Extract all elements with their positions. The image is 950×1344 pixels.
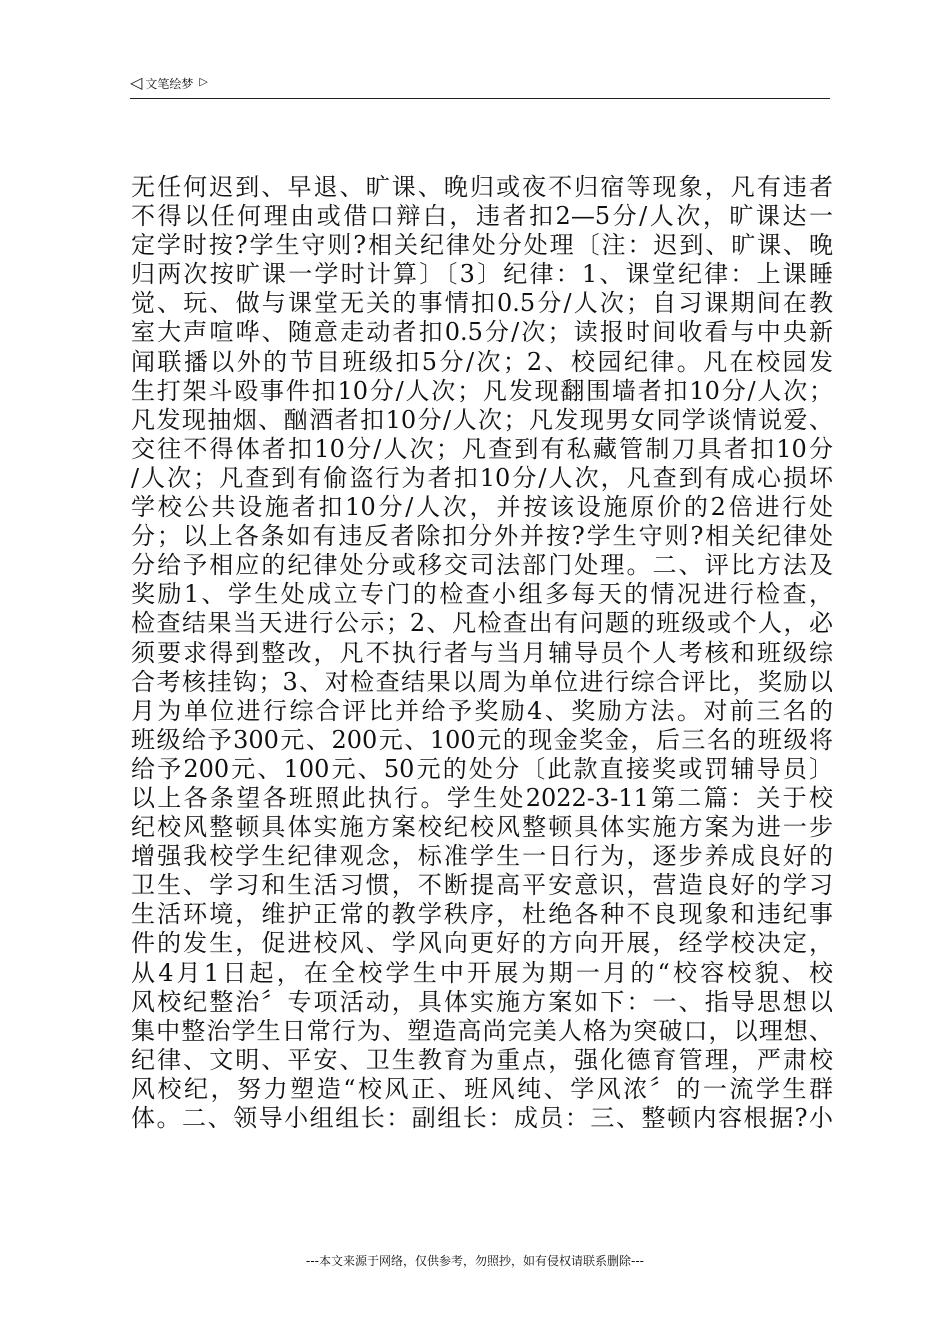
body-text-line: 集中整治学生日常行为、塑造高尚完美人格为突破口，以理想、: [131, 1016, 833, 1045]
body-text-line: 从4月1日起，在全校学生中开展为期一月的“校容校貌、校: [131, 958, 833, 987]
body-text-line: 生活环境，维护正常的教学秩序，杜绝各种不良现象和违纪事: [131, 900, 833, 929]
body-text-line: 风校纪整治〞专项活动，具体实施方案如下：一、指导思想以: [131, 987, 833, 1016]
body-text-line: /人次；凡查到有偷盗行为者扣10分/人次，凡查到有成心损坏: [131, 463, 833, 492]
body-text-line: 月为单位进行综合评比并给予奖励4、奖励方法。对前三名的: [131, 696, 833, 725]
body-text-line: 觉、玩、做与课堂无关的事情扣0.5分/人次；自习课期间在教: [131, 289, 833, 318]
body-text-line: 风校纪，努力塑造“校风正、班风纯、学风浓〞的一流学生群: [131, 1074, 833, 1103]
body-text-line: 体。二、领导小组组长：副组长：成员：三、整顿内容根据?小: [131, 1104, 833, 1132]
body-text-line: 凡发现抽烟、酗酒者扣10分/人次；凡发现男女同学谈情说爱、: [131, 405, 833, 434]
body-text-line: 奖励1、学生处成立专门的检查小组多每天的情况进行检查，: [131, 580, 833, 609]
body-text-line: 件的发生，促进校风、学风向更好的方向开展，经学校决定，: [131, 929, 833, 958]
body-text-line: 闻联播以外的节目班级扣5分/次；2、校园纪律。凡在校园发: [131, 347, 833, 376]
triangle-right-icon: ▷: [199, 75, 208, 88]
body-text-line: 交往不得体者扣10分/人次；凡查到有私藏管制刀具者扣10分: [131, 434, 833, 463]
body-text-line: 纪律、文明、平安、卫生教育为重点，强化德育管理，严肃校: [131, 1045, 833, 1074]
triangle-left-icon: ◁: [130, 73, 143, 92]
body-text-line: 须要求得到整改，凡不执行者与当月辅导员个人考核和班级综: [131, 638, 833, 667]
body-text-line: 生打架斗殴事件扣10分/人次；凡发现翻围墙者扣10分/人次；: [131, 376, 833, 405]
body-text-line: 不得以任何理由或借口辩白，违者扣2—5分/人次，旷课达一: [131, 202, 833, 231]
document-body: [131, 173, 833, 1133]
body-text-line: 学校公共设施者扣10分/人次，并按该设施原价的2倍进行处: [131, 493, 833, 522]
body-text-line: 增强我校学生纪律观念，标准学生一日行为，逐步养成良好的: [131, 842, 833, 871]
body-text-line: 分给予相应的纪律处分或移交司法部门处理。二、评比方法及: [131, 551, 833, 580]
body-text-line: 纪校风整顿具体实施方案校纪校风整顿具体实施方案为进一步: [131, 813, 833, 842]
body-text-line: 检查结果当天进行公示；2、凡检查出有问题的班级或个人，必: [131, 609, 833, 638]
body-text-line: 以上各条望各班照此执行。学生处2022-3-11第二篇：关于校: [131, 783, 833, 812]
body-text-line: 定学时按?学生守则?相关纪律处分处理〔注：迟到、旷课、晚: [131, 231, 833, 260]
body-text-line: 无任何迟到、早退、旷课、晚归或夜不归宿等现象，凡有违者: [131, 173, 833, 201]
body-text-line: 合考核挂钩；3、对检查结果以周为单位进行综合评比，奖励以: [131, 667, 833, 696]
page-footer: ---本文来源于网络，仅供参考，勿照抄，如有侵权请联系删除---: [306, 1254, 644, 1268]
body-text-line: 班级给予300元、200元、100元的现金奖金，后三名的班级将: [131, 725, 833, 754]
body-text-line: 分；以上各条如有违反者除扣分外并按?学生守则?相关纪律处: [131, 522, 833, 551]
header-brand: 文笔绘梦: [145, 77, 194, 91]
body-text-line: 卫生、学习和生活习惯，不断提高平安意识，营造良好的学习: [131, 871, 833, 900]
page-header: [130, 74, 830, 99]
body-text-line: 给予200元、100元、50元的处分〔此款直接奖或罚辅导员〕: [131, 754, 833, 783]
body-text-line: 归两次按旷课一学时计算〕〔3〕纪律：1、课堂纪律：上课睡: [131, 260, 833, 289]
body-text-line: 室大声喧哗、随意走动者扣0.5分/次；读报时间收看与中央新: [131, 318, 833, 347]
